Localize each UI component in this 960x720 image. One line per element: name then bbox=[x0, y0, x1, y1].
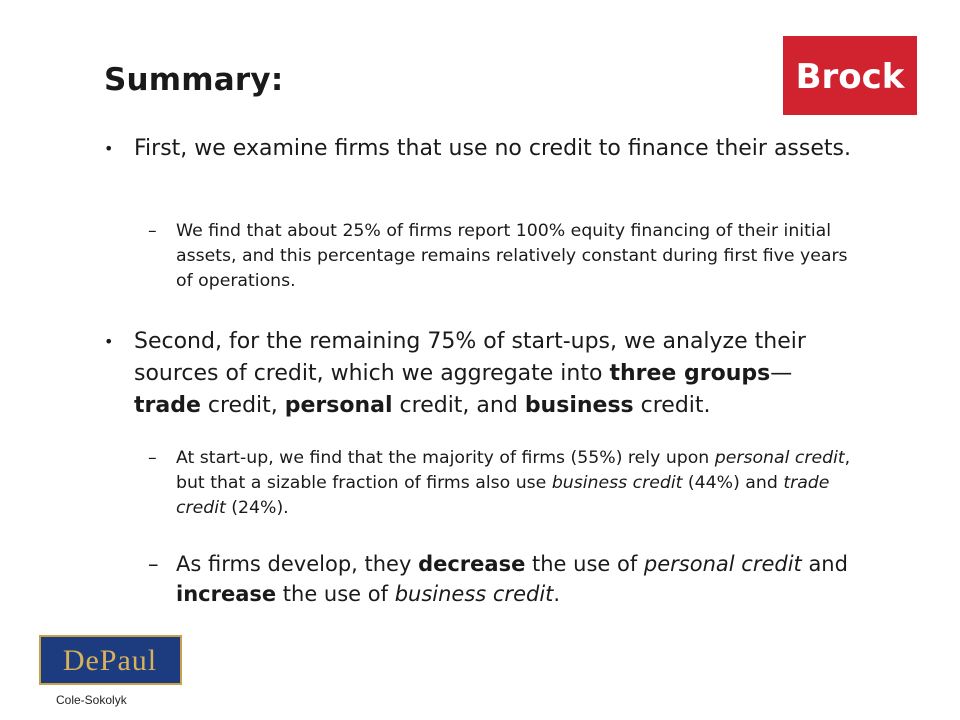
sub-bullet-1-1-text: We find that about 25% of firms report 100% equity financing of their initial assets, and this percentage remains relatively constant during first five years of operations. bbox=[176, 221, 848, 291]
dash-mark: – bbox=[148, 221, 157, 241]
svg-text:DePaul: DePaul bbox=[62, 644, 158, 677]
bullet-mark: • bbox=[104, 332, 114, 351]
svg-text:Brock: Brock bbox=[795, 56, 905, 97]
bullet-1-text: First, we examine firms that use no credit to finance their assets. bbox=[134, 136, 851, 161]
sub-bullet-2-1-text: At start-up, we find that the majority of firms (55%) rely upon personal credit, but that a sizable fraction of firms also use business credit (44%) and trade credit (24%). bbox=[176, 448, 851, 518]
footer-author: Cole-Sokolyk bbox=[56, 693, 127, 707]
brock-logo bbox=[783, 36, 917, 115]
depaul-logo bbox=[39, 635, 182, 685]
dash-mark: – bbox=[148, 448, 157, 468]
dash-mark: – bbox=[148, 552, 159, 576]
sub-bullet-2-2-text: As firms develop, they decrease the use of personal credit and increase the use of business credit. bbox=[176, 552, 848, 606]
slide-title: Summary: bbox=[104, 62, 284, 98]
bullet-2-text: Second, for the remaining 75% of start-ups, we analyze their sources of credit, which we aggregate into three groups— trade credit, personal credit, and business credit. bbox=[134, 329, 806, 418]
bullet-mark: • bbox=[104, 139, 114, 158]
depaul-logo-text bbox=[41, 637, 180, 683]
brock-logo-text bbox=[793, 53, 907, 99]
